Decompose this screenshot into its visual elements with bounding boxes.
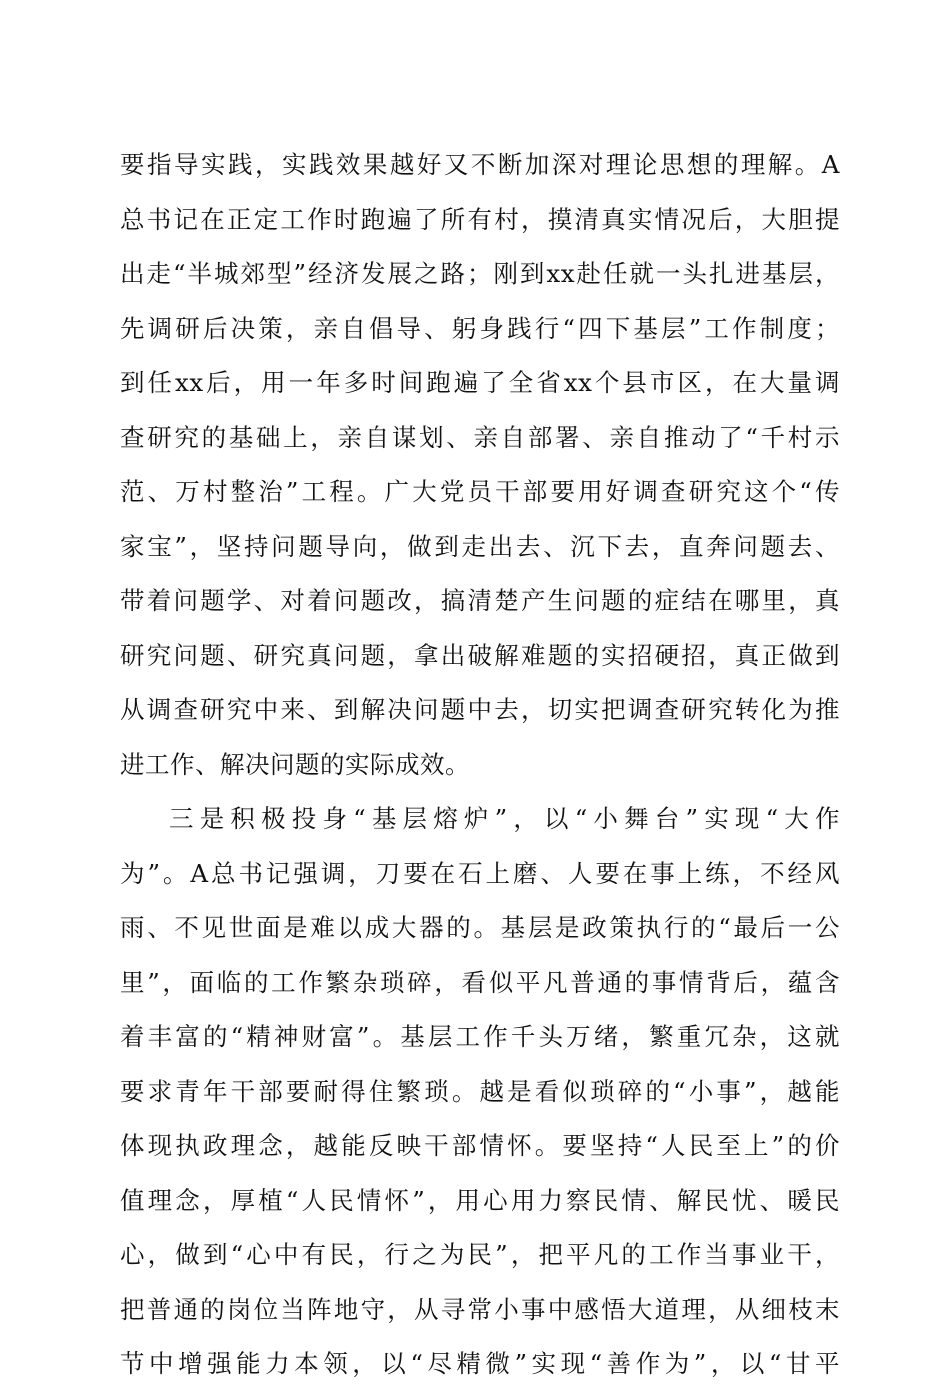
text-line: 雨、不见世面是难以成大器的。基层是政策执行的“最后一公 — [120, 913, 840, 942]
text-line: 到任xx后，用一年多时间跑遍了全省xx个县市区，在大量调 — [120, 368, 840, 397]
text-line: 出走“半城郊型”经济发展之路；刚到xx赴任就一头扎进基层， — [120, 259, 840, 288]
text-line: 要求青年干部要耐得住繁琐。越是看似琐碎的“小事”，越能 — [120, 1076, 840, 1106]
text-line: 家宝”，坚持问题导向，做到走出去、沉下去，直奔问题去、 — [120, 531, 840, 561]
text-line: 研究问题、研究真问题，拿出破解难题的实招硬招，真正做到 — [120, 640, 840, 670]
text-line: 带着问题学、对着问题改，搞清楚产生问题的症结在哪里，真 — [120, 586, 840, 615]
text-line: 总书记在正定工作时跑遍了所有村，摸清真实情况后，大胆提 — [120, 204, 840, 234]
text-line: 值理念，厚植“人民情怀”，用心用力察民情、解民忧、暖民 — [120, 1185, 840, 1215]
paragraph-start-line: 三是积极投身“基层熔炉”，以“小舞台”实现“大作 — [169, 804, 840, 833]
text-line: 从调查研究中来、到解决问题中去，切实把调查研究转化为推 — [120, 695, 840, 724]
text-line: 查研究的基础上，亲自谋划、亲自部署、亲自推动了“千村示 — [120, 422, 840, 452]
text-line: 心，做到“心中有民，行之为民”，把平凡的工作当事业干， — [120, 1240, 840, 1269]
body-text — [120, 138, 840, 1392]
text-line: 先调研后决策，亲自倡导、躬身践行“四下基层”工作制度； — [120, 313, 840, 343]
text-line: 要指导实践，实践效果越好又不断加深对理论思想的理解。A — [120, 150, 840, 179]
text-line: 把普通的岗位当阵地守，从寻常小事中感悟大道理，从细枝末 — [120, 1294, 840, 1324]
text-line: 体现执政理念，越能反映干部情怀。要坚持“人民至上”的价 — [120, 1131, 840, 1160]
paragraph-end-line: 进工作、解决问题的实际成效。 — [120, 749, 470, 779]
text-line: 里”，面临的工作繁杂琐碎，看似平凡普通的事情背后，蕴含 — [120, 967, 840, 997]
text-line: 着丰富的“精神财富”。基层工作千头万绪，繁重冗杂，这就 — [120, 1022, 840, 1051]
text-line: 节中增强能力本领，以“尽精微”实现“善作为”，以“甘平 — [120, 1349, 840, 1378]
text-line: 范、万村整治”工程。广大党员干部要用好调查研究这个“传 — [120, 477, 840, 506]
text-line: 为”。A总书记强调，刀要在石上磨、人要在事上练，不经风 — [120, 858, 840, 888]
